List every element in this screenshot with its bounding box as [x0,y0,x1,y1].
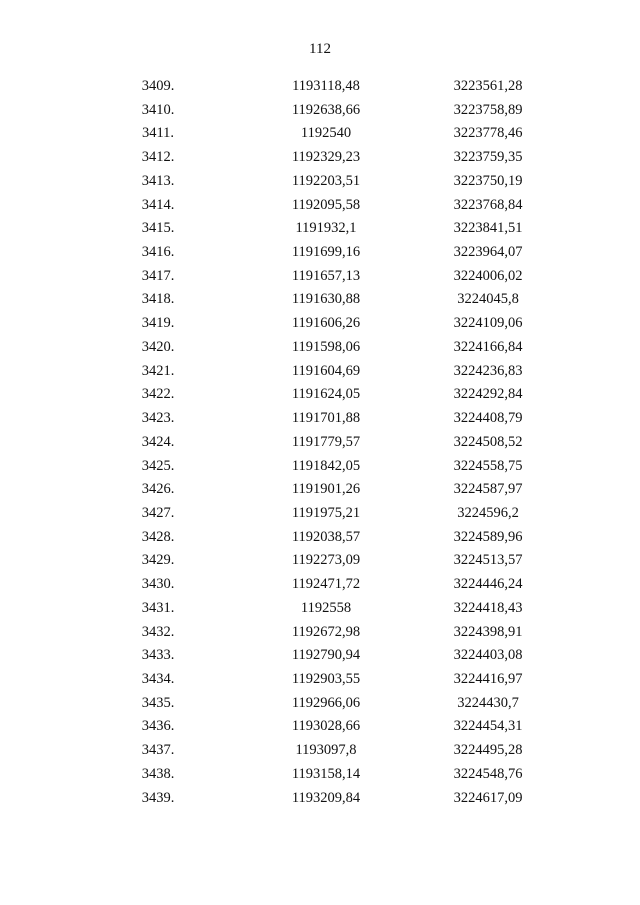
y-coordinate: 3224403,08 [453,647,523,664]
table-row [0,715,640,739]
x-coordinate: 1192273,09 [291,552,361,569]
x-coordinate: 1193118,48 [292,78,360,94]
y-coordinate: 3224495,28 [453,742,523,759]
page-number: 112 [309,41,331,57]
table-row [0,99,640,123]
table-row [0,597,640,621]
y-coordinate: 3223759,35 [453,149,523,166]
table-row [0,217,640,241]
table-row [0,739,640,763]
x-coordinate: 1192203,51 [291,172,361,189]
point-number: 3420. [141,338,175,355]
point-number: 3418. [141,291,175,308]
table-row [0,621,640,645]
table-row [0,455,640,479]
y-coordinate: 3223561,28 [453,78,523,94]
y-coordinate: 3223758,89 [453,101,523,118]
y-coordinate: 3224408,79 [453,410,523,427]
point-number: 3438. [141,765,175,782]
x-coordinate: 1193097,8 [295,742,357,759]
table-row [0,763,640,787]
coordinate-table [0,75,640,810]
table-row [0,170,640,194]
table-row [0,549,640,573]
y-coordinate: 3223750,19 [453,172,523,189]
x-coordinate: 1192540 [300,125,352,142]
x-coordinate: 1192790,94 [291,647,361,664]
y-coordinate: 3224045,8 [457,291,519,308]
x-coordinate: 1191701,88 [291,410,361,427]
table-row [0,122,640,146]
y-coordinate: 3224236,83 [453,362,523,379]
x-coordinate: 1191630,88 [291,291,361,308]
y-coordinate: 3224006,02 [453,267,523,284]
x-coordinate: 1193158,14 [291,765,361,782]
table-row [0,383,640,407]
table-row [0,194,640,218]
point-number: 3421. [141,362,175,379]
x-coordinate: 1191657,13 [291,267,361,284]
table-row [0,312,640,336]
point-number: 3436. [141,718,175,735]
table-row [0,692,640,716]
y-coordinate: 3224109,06 [453,315,523,332]
y-coordinate: 3224548,76 [453,765,523,782]
x-coordinate: 1192966,06 [291,694,361,711]
point-number: 3425. [141,457,175,474]
point-number: 3431. [141,599,175,616]
y-coordinate: 3224587,97 [453,481,523,498]
x-coordinate: 1191932,1 [295,220,357,237]
x-coordinate: 1191624,05 [291,386,361,403]
point-number: 3412. [141,149,175,166]
x-coordinate: 1191901,26 [291,481,361,498]
point-number: 3437. [141,742,175,759]
y-coordinate: 3224508,52 [453,433,523,450]
table-row [0,502,640,526]
table-row [0,668,640,692]
y-coordinate: 3223964,07 [453,244,523,261]
x-coordinate: 1191842,05 [291,457,361,474]
point-number: 3409. [141,78,175,94]
point-number: 3414. [141,196,175,213]
point-number: 3429. [141,552,175,569]
table-row [0,407,640,431]
point-number: 3426. [141,481,175,498]
x-coordinate: 1192558 [300,599,352,616]
x-coordinate: 1192672,98 [291,623,361,640]
table-row [0,75,640,99]
point-number: 3430. [141,576,175,593]
table-row [0,787,640,811]
y-coordinate: 3224446,24 [453,576,523,593]
point-number: 3434. [141,670,175,687]
x-coordinate: 1192471,72 [291,576,361,593]
x-coordinate: 1191606,26 [291,315,361,332]
y-coordinate: 3224454,31 [453,718,523,735]
point-number: 3427. [141,504,175,521]
table-row [0,265,640,289]
y-coordinate: 3224589,96 [453,528,523,545]
point-number: 3413. [141,172,175,189]
y-coordinate: 3224292,84 [453,386,523,403]
point-number: 3432. [141,623,175,640]
table-row [0,573,640,597]
point-number: 3416. [141,244,175,261]
x-coordinate: 1192329,23 [291,149,361,166]
x-coordinate: 1191598,06 [291,338,361,355]
y-coordinate: 3224166,84 [453,338,523,355]
point-number: 3419. [141,315,175,332]
y-coordinate: 3224430,7 [457,694,519,711]
y-coordinate: 3224513,57 [453,552,523,569]
x-coordinate: 1191779,57 [291,433,361,450]
y-coordinate: 3223841,51 [453,220,523,237]
point-number: 3435. [141,694,175,711]
y-coordinate: 3224558,75 [453,457,523,474]
point-number: 3411. [141,125,175,142]
x-coordinate: 1192095,58 [291,196,361,213]
table-row [0,241,640,265]
y-coordinate: 3223778,46 [453,125,523,142]
x-coordinate: 1191699,16 [291,244,361,261]
x-coordinate: 1192638,66 [291,101,361,118]
point-number: 3428. [141,528,175,545]
point-number: 3422. [141,386,175,403]
y-coordinate: 3223768,84 [453,196,523,213]
x-coordinate: 1193209,84 [291,789,361,806]
point-number: 3410. [141,101,175,118]
point-number: 3424. [141,433,175,450]
y-coordinate: 3224596,2 [457,504,519,521]
table-row [0,146,640,170]
table-row [0,526,640,550]
point-number: 3417. [141,267,175,284]
table-row [0,478,640,502]
y-coordinate: 3224398,91 [453,623,523,640]
y-coordinate: 3224617,09 [453,789,523,806]
table-row [0,431,640,455]
x-coordinate: 1193028,66 [291,718,361,735]
x-coordinate: 1192903,55 [291,670,361,687]
point-number: 3415. [141,220,175,237]
table-row [0,360,640,384]
y-coordinate: 3224416,97 [453,670,523,687]
table-row [0,288,640,312]
point-number: 3423. [141,410,175,427]
y-coordinate: 3224418,43 [453,599,523,616]
x-coordinate: 1191975,21 [291,504,361,521]
x-coordinate: 1192038,57 [291,528,361,545]
table-row [0,644,640,668]
point-number: 3433. [141,647,175,664]
x-coordinate: 1191604,69 [291,362,361,379]
table-row [0,336,640,360]
point-number: 3439. [141,789,175,806]
